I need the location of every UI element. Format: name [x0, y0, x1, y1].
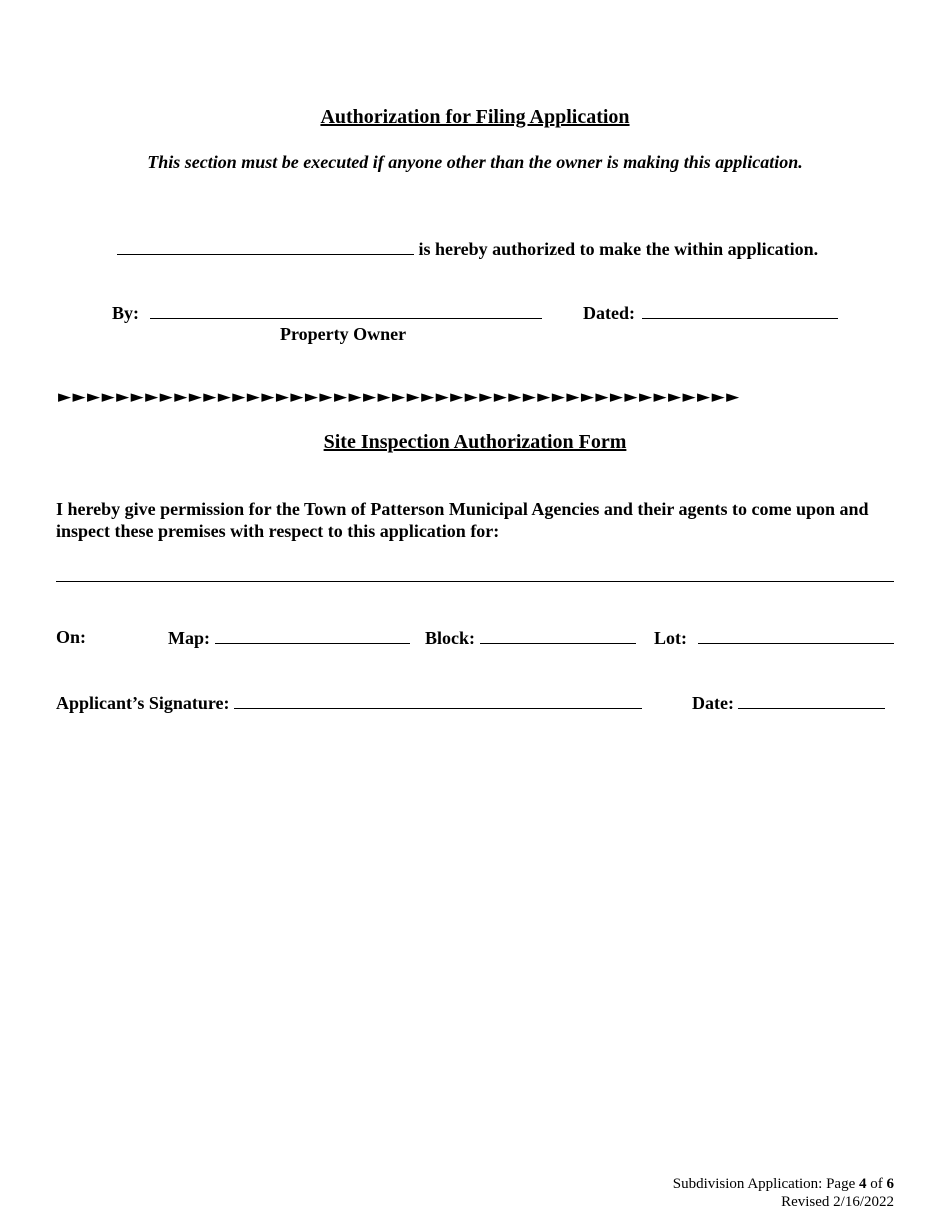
arrow-divider: ►►►►►►►►►►►►►►►►►►►►►►►►►►►►►►►►►►►►►►►►►►►►►►► — [58, 387, 741, 407]
site-inspection-title: Site Inspection Authorization Form — [323, 431, 627, 453]
filing-authorization-title: Authorization for Filing Application — [320, 106, 630, 128]
page-current: 4 — [859, 1176, 867, 1192]
dated-field[interactable] — [642, 302, 838, 319]
page-total: 6 — [886, 1176, 894, 1192]
dated-label: Dated: — [583, 303, 635, 323]
block-label: Block: — [425, 628, 476, 648]
owner-signature-field[interactable] — [150, 302, 542, 319]
block-row — [425, 627, 636, 649]
map-field[interactable] — [215, 627, 410, 644]
filing-authorization-subtitle: This section must be executed if anyone other than the owner is making this application. — [147, 152, 803, 172]
page-of: of — [866, 1176, 887, 1192]
dated-row — [583, 302, 838, 324]
applicant-signature-field[interactable] — [234, 692, 642, 709]
lot-row — [654, 627, 894, 649]
date-row — [692, 692, 885, 714]
page-prefix: Subdivision Application: Page — [672, 1176, 859, 1192]
authorized-row — [117, 238, 818, 260]
map-row — [168, 627, 410, 649]
on-label: On: — [56, 627, 87, 647]
authorized-person-field[interactable] — [117, 238, 414, 255]
signature-row — [56, 692, 642, 714]
application-purpose-field[interactable] — [56, 569, 894, 582]
revised-date: Revised 2/16/2022 — [781, 1194, 894, 1210]
applicant-signature-label: Applicant’s Signature: — [56, 693, 230, 713]
permission-text: I hereby give permission for the Town of Patterson Municipal Agencies and their agents to come upon and inspect these premises with respect to this application for: — [56, 499, 869, 541]
by-row — [112, 302, 542, 324]
map-label: Map: — [168, 628, 210, 648]
property-owner-caption: Property Owner — [280, 324, 407, 344]
block-field[interactable] — [480, 627, 636, 644]
lot-label: Lot: — [654, 628, 687, 648]
lot-field[interactable] — [698, 627, 894, 644]
authorized-text: is hereby authorized to make the within application. — [418, 239, 819, 259]
by-label: By: — [112, 303, 139, 323]
date-field[interactable] — [738, 692, 885, 709]
date-label: Date: — [692, 693, 734, 713]
page-number — [673, 1176, 894, 1193]
